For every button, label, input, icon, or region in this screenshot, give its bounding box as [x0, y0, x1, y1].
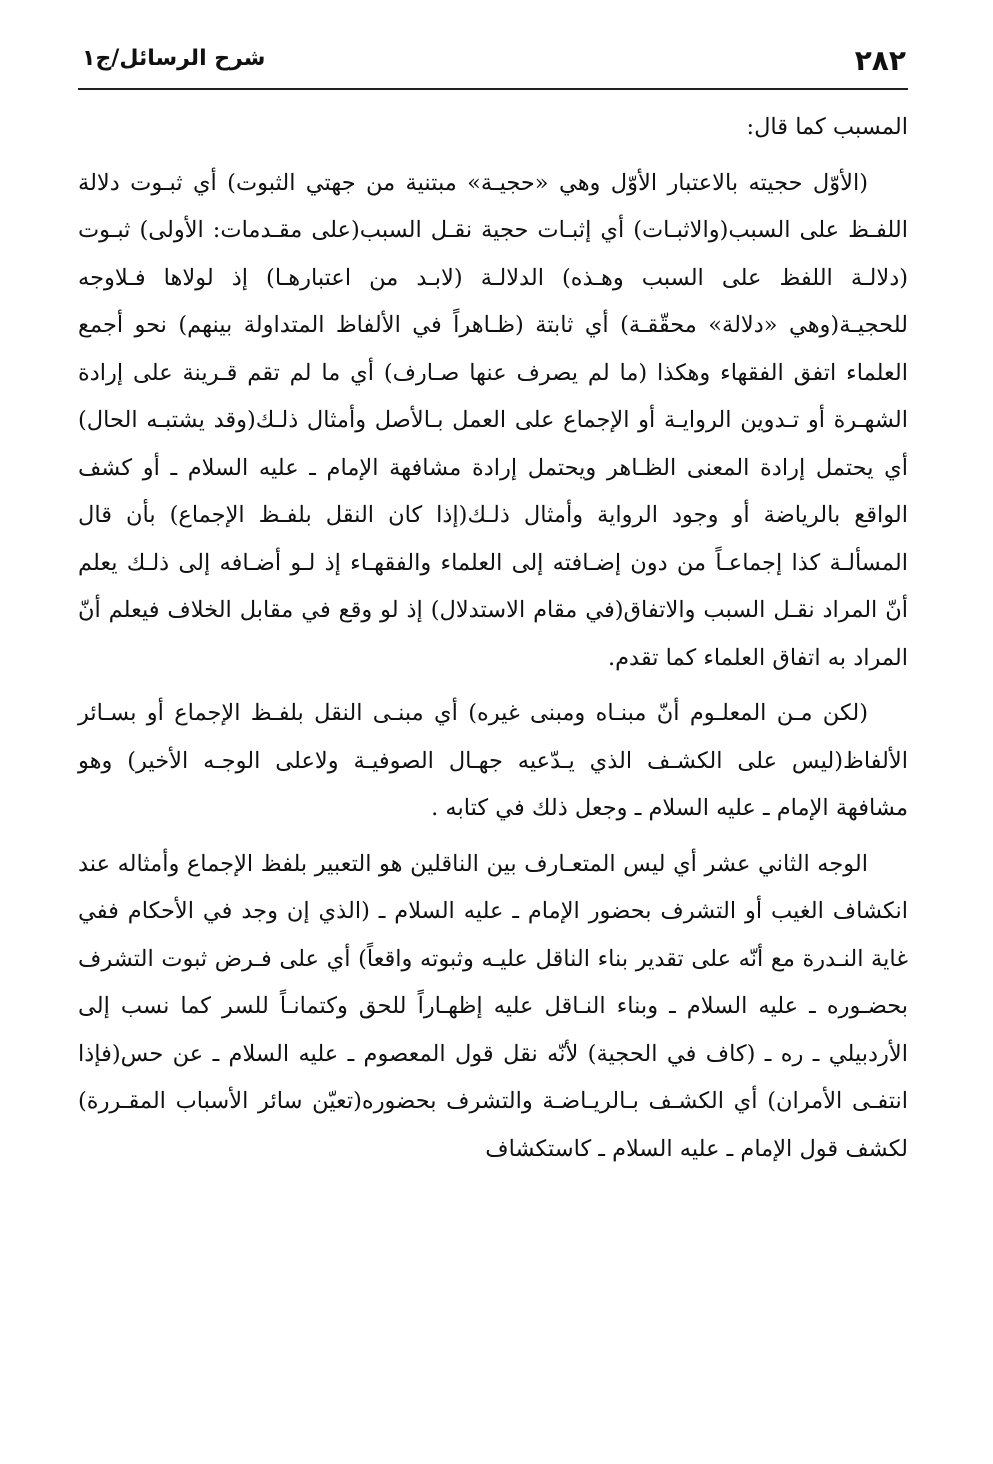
running-title: شرح الرسائل/ج١: [82, 46, 266, 71]
body-text: [78, 104, 908, 1173]
document-page: [78, 40, 908, 1181]
paragraph-opening: المسبب كما قال:: [746, 114, 908, 140]
paragraph-first-aspect: (الأوّل حجيته بالاعتبار الأوّل وهي «حجيـة» مبتنية من جهتي الثبوت) أي ثبـوت دلالة اللفـظ على السبب(والاثبـات) أي إثبـات حجية نقـل السبب(على مقـدمات: الأولى) ثبـوت (دلالـة اللفظ على السبب وهـذه) الدلالـة (لابـد من اعتبارهـا) إذ لولاها فـلاوجه للحجيـة(وهي «دلالة» محقّقـة) أي ثابتة (ظـاهراً في الألفاظ المتداولة بينهم) نحو أجمع العلماء اتفق الفقهاء وهكذا (ما لم يصرف عنها صـارف) أي ما لم تقم قـرينة على إرادة الشهـرة أو تـدوين الروايـة أو الإجماع على العمل بـالأصل وأمثال ذلـك(وقد يشتبـه الحال) أي يحتمل إرادة المعنى الظـاهر ويحتمل إرادة مشافهة الإمام ـ عليه السلام ـ أو كشف الواقع بالرياضة أو وجود الرواية وأمثال ذلـك(إذا كان النقل بلفـظ الإجماع) بأن قال المسألـة كذا إجماعـاً من دون إضـافته إلى العلماء والفقهـاء إذ لـو أضـافه إلى ذلـك يعلم أنّ المراد نقـل السبب والاتفاق(في مقام الاستدلال) إذ لو وقع في مقابل الخلاف فيعلم أنّ المراد به اتفاق العلماء كما تقدم.: [78, 169, 908, 671]
paragraph-basis: (لكن مـن المعلـوم أنّ مبنـاه ومبنى غيره) أي مبنـى النقل بلفـظ الإجماع أو بسـائر الألفاظ(ليس على الكشـف الذي يـدّعيه جهـال الصوفيـة ولاعلى الوجـه الأخير) وهو مشافهة الإمام ـ عليه السلام ـ وجعل ذلك في كتابه .: [78, 700, 908, 821]
paragraph-twelfth-aspect: الوجه الثاني عشر أي ليس المتعـارف بين الناقلين هو التعبير بلفظ الإجماع وأمثاله عند انكشاف الغيب أو التشرف بحضور الإمام ـ عليه السلام ـ (الذي إن وجد في الأحكام ففي غاية النـدرة مع أنّه على تقدير بناء الناقل عليـه وثبوته واقعاً) أي على فـرض ثبوت التشرف بحضـوره ـ عليه السلام ـ وبناء النـاقل عليه إظهـاراً للحق وكتمانـاً للسر كما نسب إلى الأردبيلي ـ ره ـ (كاف في الحجية) لأنّه نقل قول المعصوم ـ عليه السلام ـ عن حس(فإذا انتفـى الأمران) أي الكشـف بـالريـاضـة والتشرف بحضوره(تعيّن سائر الأسباب المقـررة) لكشف قول الإمام ـ عليه السلام ـ كاستكشاف: [78, 850, 908, 1162]
page-header: [78, 40, 908, 90]
page-number: ٢٨٢: [854, 44, 906, 77]
